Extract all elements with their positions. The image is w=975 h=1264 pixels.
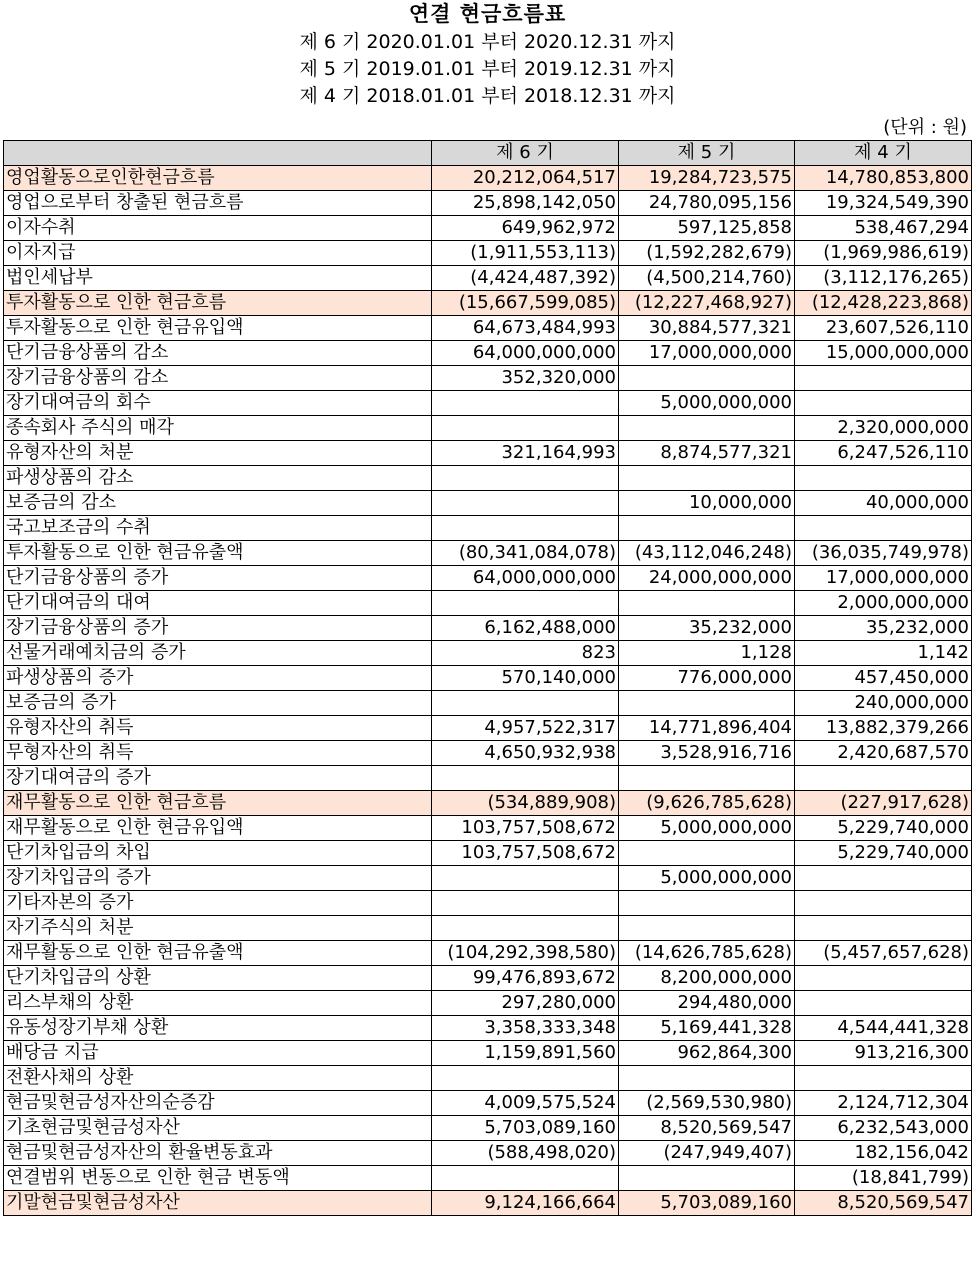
value-cell-v4 [795, 866, 972, 891]
table-body [4, 166, 972, 1216]
value-cell-v4: (227,917,628) [795, 791, 972, 816]
value-cell-v6: 4,009,575,524 [432, 1091, 619, 1116]
document-header [0, 0, 975, 110]
table-row [4, 591, 972, 616]
value-cell-v6 [432, 591, 619, 616]
value-cell-v5: 5,000,000,000 [619, 866, 795, 891]
row-label: 선물거래예치금의 증가 [4, 641, 432, 666]
value-cell-v4: 2,420,687,570 [795, 741, 972, 766]
value-cell-v5: (247,949,407) [619, 1141, 795, 1166]
row-label: 법인세납부 [4, 266, 432, 291]
value-cell-v5 [619, 691, 795, 716]
value-cell-v6: 352,320,000 [432, 366, 619, 391]
value-cell-v4: 8,520,569,547 [795, 1191, 972, 1216]
value-cell-v4 [795, 366, 972, 391]
value-cell-v5: 14,771,896,404 [619, 716, 795, 741]
row-label: 이자지급 [4, 241, 432, 266]
table-row [4, 841, 972, 866]
value-cell-v6: (104,292,398,580) [432, 941, 619, 966]
value-cell-v5: 10,000,000 [619, 491, 795, 516]
value-cell-v6 [432, 416, 619, 441]
value-cell-v4: 15,000,000,000 [795, 341, 972, 366]
value-cell-v4: 2,000,000,000 [795, 591, 972, 616]
value-cell-v6: (4,424,487,392) [432, 266, 619, 291]
value-cell-v5: 3,528,916,716 [619, 741, 795, 766]
value-cell-v4: 182,156,042 [795, 1141, 972, 1166]
value-cell-v5: 24,780,095,156 [619, 191, 795, 216]
value-cell-v6: 64,000,000,000 [432, 341, 619, 366]
table-header-row [4, 141, 972, 166]
table-row [4, 316, 972, 341]
value-cell-v5: 8,200,000,000 [619, 966, 795, 991]
value-cell-v5 [619, 766, 795, 791]
row-label: 투자활동으로 인한 현금유입액 [4, 316, 432, 341]
value-cell-v4: 19,324,549,390 [795, 191, 972, 216]
table-row [4, 941, 972, 966]
row-label: 기말현금및현금성자산 [4, 1191, 432, 1216]
row-label: 단기차입금의 상환 [4, 966, 432, 991]
value-cell-v6: (80,341,084,078) [432, 541, 619, 566]
table-row [4, 266, 972, 291]
value-cell-v5: 5,000,000,000 [619, 816, 795, 841]
value-cell-v4: 538,467,294 [795, 216, 972, 241]
value-cell-v6: 4,957,522,317 [432, 716, 619, 741]
table-row [4, 466, 972, 491]
table-row [4, 491, 972, 516]
table-row [4, 1091, 972, 1116]
row-label: 장기차입금의 증가 [4, 866, 432, 891]
value-cell-v5 [619, 516, 795, 541]
period-line: 제 4 기 2018.01.01 부터 2018.12.31 까지 [299, 85, 676, 107]
value-cell-v6 [432, 691, 619, 716]
value-cell-v5: 8,874,577,321 [619, 441, 795, 466]
value-cell-v4: 457,450,000 [795, 666, 972, 691]
value-cell-v4: (3,112,176,265) [795, 266, 972, 291]
value-cell-v5: 776,000,000 [619, 666, 795, 691]
row-label: 장기대여금의 증가 [4, 766, 432, 791]
table-row [4, 441, 972, 466]
table-row [4, 166, 972, 191]
value-cell-v6 [432, 766, 619, 791]
value-cell-v6: (15,667,599,085) [432, 291, 619, 316]
row-label: 단기차입금의 차입 [4, 841, 432, 866]
value-cell-v4: (1,969,986,619) [795, 241, 972, 266]
value-cell-v6: 103,757,508,672 [432, 841, 619, 866]
value-cell-v6 [432, 891, 619, 916]
row-label: 배당금 지급 [4, 1041, 432, 1066]
header-blank-cell [4, 141, 432, 166]
value-cell-v4: 5,229,740,000 [795, 816, 972, 841]
value-cell-v6: 3,358,333,348 [432, 1016, 619, 1041]
table-row [4, 416, 972, 441]
table-row [4, 1116, 972, 1141]
value-cell-v6 [432, 466, 619, 491]
value-cell-v4: 240,000,000 [795, 691, 972, 716]
row-label: 무형자산의 취득 [4, 741, 432, 766]
value-cell-v4 [795, 391, 972, 416]
row-label: 현금및현금성자산의 환율변동효과 [4, 1141, 432, 1166]
value-cell-v5 [619, 916, 795, 941]
value-cell-v4: 35,232,000 [795, 616, 972, 641]
column-header-period-6: 제 6 기 [432, 141, 619, 166]
table-row [4, 1066, 972, 1091]
value-cell-v6: 570,140,000 [432, 666, 619, 691]
value-cell-v5: (2,569,530,980) [619, 1091, 795, 1116]
value-cell-v6: (1,911,553,113) [432, 241, 619, 266]
period-line: 제 6 기 2020.01.01 부터 2020.12.31 까지 [299, 31, 676, 53]
value-cell-v4: 2,320,000,000 [795, 416, 972, 441]
row-label: 재무활동으로 인한 현금흐름 [4, 791, 432, 816]
value-cell-v4: 13,882,379,266 [795, 716, 972, 741]
row-label: 자기주식의 처분 [4, 916, 432, 941]
value-cell-v4: 6,247,526,110 [795, 441, 972, 466]
value-cell-v6: 103,757,508,672 [432, 816, 619, 841]
row-label: 보증금의 감소 [4, 491, 432, 516]
value-cell-v5: 8,520,569,547 [619, 1116, 795, 1141]
value-cell-v4 [795, 966, 972, 991]
value-cell-v4: (12,428,223,868) [795, 291, 972, 316]
table-row [4, 966, 972, 991]
value-cell-v4: (36,035,749,978) [795, 541, 972, 566]
value-cell-v6: 99,476,893,672 [432, 966, 619, 991]
row-label: 단기금융상품의 증가 [4, 566, 432, 591]
unit-label: (단위 : 원) [883, 117, 967, 138]
value-cell-v6: 6,162,488,000 [432, 616, 619, 641]
value-cell-v4 [795, 466, 972, 491]
table-row [4, 1041, 972, 1066]
table-row [4, 541, 972, 566]
value-cell-v6: 649,962,972 [432, 216, 619, 241]
value-cell-v6 [432, 516, 619, 541]
value-cell-v4 [795, 1066, 972, 1091]
table-row [4, 766, 972, 791]
column-header-period-4: 제 4 기 [795, 141, 972, 166]
value-cell-v6: 823 [432, 641, 619, 666]
value-cell-v6: (588,498,020) [432, 1141, 619, 1166]
table-row [4, 1166, 972, 1191]
value-cell-v6: 64,673,484,993 [432, 316, 619, 341]
table-row [4, 716, 972, 741]
value-cell-v6 [432, 1166, 619, 1191]
row-label: 파생상품의 감소 [4, 466, 432, 491]
table-row [4, 291, 972, 316]
value-cell-v4: 913,216,300 [795, 1041, 972, 1066]
value-cell-v5: 5,000,000,000 [619, 391, 795, 416]
period-line: 제 5 기 2019.01.01 부터 2019.12.31 까지 [299, 58, 676, 80]
value-cell-v5: (4,500,214,760) [619, 266, 795, 291]
row-label: 장기금융상품의 증가 [4, 616, 432, 641]
value-cell-v5 [619, 366, 795, 391]
value-cell-v6: 1,159,891,560 [432, 1041, 619, 1066]
row-label: 이자수취 [4, 216, 432, 241]
value-cell-v5: (43,112,046,248) [619, 541, 795, 566]
value-cell-v4: 2,124,712,304 [795, 1091, 972, 1116]
row-label: 현금및현금성자산의순증감 [4, 1091, 432, 1116]
value-cell-v5: 294,480,000 [619, 991, 795, 1016]
value-cell-v6 [432, 866, 619, 891]
row-label: 종속회사 주식의 매각 [4, 416, 432, 441]
value-cell-v4 [795, 766, 972, 791]
value-cell-v5: (1,592,282,679) [619, 241, 795, 266]
value-cell-v4: 23,607,526,110 [795, 316, 972, 341]
table-row [4, 866, 972, 891]
value-cell-v5: 30,884,577,321 [619, 316, 795, 341]
value-cell-v5: 597,125,858 [619, 216, 795, 241]
value-cell-v5 [619, 841, 795, 866]
row-label: 단기대여금의 대여 [4, 591, 432, 616]
value-cell-v6 [432, 916, 619, 941]
row-label: 투자활동으로 인한 현금흐름 [4, 291, 432, 316]
value-cell-v5: 5,169,441,328 [619, 1016, 795, 1041]
table-row [4, 891, 972, 916]
table-row [4, 516, 972, 541]
table-row [4, 366, 972, 391]
value-cell-v4: 40,000,000 [795, 491, 972, 516]
value-cell-v6 [432, 391, 619, 416]
value-cell-v5 [619, 1166, 795, 1191]
value-cell-v4 [795, 516, 972, 541]
value-cell-v5 [619, 891, 795, 916]
table-row [4, 641, 972, 666]
value-cell-v4: 1,142 [795, 641, 972, 666]
table-row [4, 791, 972, 816]
value-cell-v4: 5,229,740,000 [795, 841, 972, 866]
value-cell-v5: 5,703,089,160 [619, 1191, 795, 1216]
value-cell-v5: (9,626,785,628) [619, 791, 795, 816]
value-cell-v6: 9,124,166,664 [432, 1191, 619, 1216]
value-cell-v5: 17,000,000,000 [619, 341, 795, 366]
table-row [4, 1016, 972, 1041]
value-cell-v6: 321,164,993 [432, 441, 619, 466]
value-cell-v4: 6,232,543,000 [795, 1116, 972, 1141]
value-cell-v6 [432, 491, 619, 516]
value-cell-v5: 19,284,723,575 [619, 166, 795, 191]
value-cell-v5 [619, 416, 795, 441]
row-label: 재무활동으로 인한 현금유입액 [4, 816, 432, 841]
row-label: 영업활동으로인한현금흐름 [4, 166, 432, 191]
row-label: 연결범위 변동으로 인한 현금 변동액 [4, 1166, 432, 1191]
value-cell-v5: 24,000,000,000 [619, 566, 795, 591]
value-cell-v5: 1,128 [619, 641, 795, 666]
row-label: 재무활동으로 인한 현금유출액 [4, 941, 432, 966]
value-cell-v6: 25,898,142,050 [432, 191, 619, 216]
value-cell-v4: (5,457,657,628) [795, 941, 972, 966]
table-row [4, 341, 972, 366]
table-row [4, 691, 972, 716]
value-cell-v6 [432, 1066, 619, 1091]
table-row [4, 191, 972, 216]
row-label: 영업으로부터 창출된 현금흐름 [4, 191, 432, 216]
value-cell-v4 [795, 891, 972, 916]
row-label: 투자활동으로 인한 현금유출액 [4, 541, 432, 566]
row-label: 전환사채의 상환 [4, 1066, 432, 1091]
table-row [4, 1141, 972, 1166]
row-label: 보증금의 증가 [4, 691, 432, 716]
row-label: 기초현금및현금성자산 [4, 1116, 432, 1141]
value-cell-v6: 4,650,932,938 [432, 741, 619, 766]
value-cell-v6: 20,212,064,517 [432, 166, 619, 191]
table-row [4, 216, 972, 241]
table-row [4, 1191, 972, 1216]
row-label: 유형자산의 취득 [4, 716, 432, 741]
value-cell-v6: 5,703,089,160 [432, 1116, 619, 1141]
value-cell-v6: (534,889,908) [432, 791, 619, 816]
table-row [4, 916, 972, 941]
value-cell-v4: 17,000,000,000 [795, 566, 972, 591]
row-label: 장기금융상품의 감소 [4, 366, 432, 391]
value-cell-v4: 4,544,441,328 [795, 1016, 972, 1041]
table-row [4, 666, 972, 691]
row-label: 유동성장기부채 상환 [4, 1016, 432, 1041]
value-cell-v4 [795, 916, 972, 941]
value-cell-v5 [619, 1066, 795, 1091]
table-row [4, 391, 972, 416]
column-header-period-5: 제 5 기 [619, 141, 795, 166]
row-label: 국고보조금의 수취 [4, 516, 432, 541]
table-row [4, 241, 972, 266]
row-label: 기타자본의 증가 [4, 891, 432, 916]
row-label: 유형자산의 처분 [4, 441, 432, 466]
table-row [4, 566, 972, 591]
value-cell-v6: 64,000,000,000 [432, 566, 619, 591]
value-cell-v5: 962,864,300 [619, 1041, 795, 1066]
table-row [4, 616, 972, 641]
table-row [4, 741, 972, 766]
value-cell-v6: 297,280,000 [432, 991, 619, 1016]
table-row [4, 816, 972, 841]
cash-flow-table [3, 140, 972, 1216]
value-cell-v5: 35,232,000 [619, 616, 795, 641]
value-cell-v5: (12,227,468,927) [619, 291, 795, 316]
row-label: 리스부채의 상환 [4, 991, 432, 1016]
value-cell-v5 [619, 466, 795, 491]
value-cell-v5: (14,626,785,628) [619, 941, 795, 966]
table-row [4, 991, 972, 1016]
row-label: 장기대여금의 회수 [4, 391, 432, 416]
value-cell-v4: 14,780,853,800 [795, 166, 972, 191]
row-label: 파생상품의 증가 [4, 666, 432, 691]
value-cell-v4: (18,841,799) [795, 1166, 972, 1191]
value-cell-v5 [619, 591, 795, 616]
document-title: 연결 현금흐름표 [408, 2, 567, 26]
row-label: 단기금융상품의 감소 [4, 341, 432, 366]
value-cell-v4 [795, 991, 972, 1016]
